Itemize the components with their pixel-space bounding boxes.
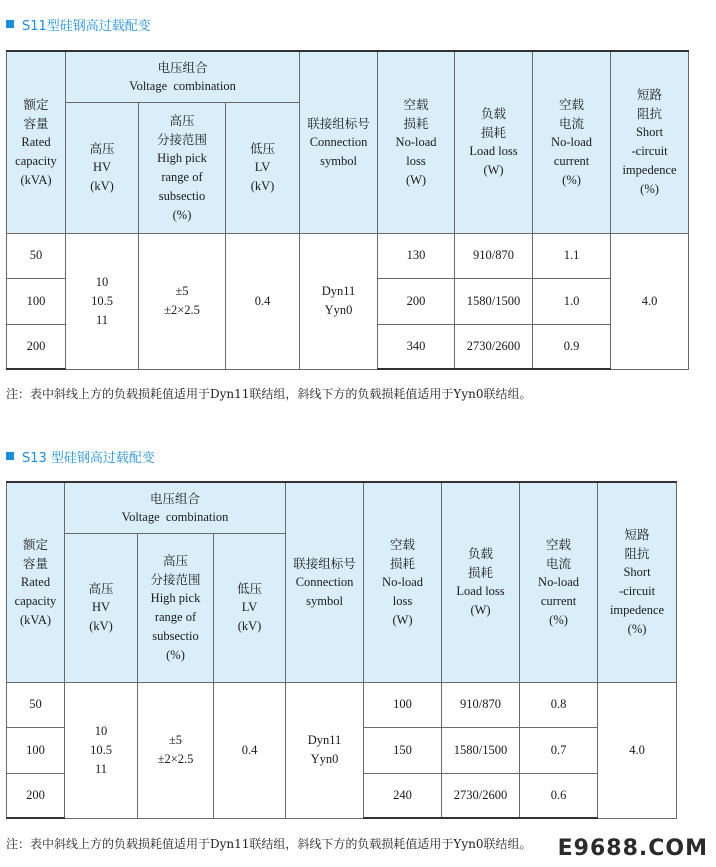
capacity-cell: 200 [7,324,66,369]
capacity-cell: 200 [7,773,65,818]
no-load-loss-cell: 130 [378,233,455,278]
lv-cell: 0.4 [214,682,286,818]
header-lv: 低压 LV (kV) [226,102,300,233]
header-voltage-combination: 电压组合 Voltage combination [66,51,300,102]
no-load-loss-cell: 340 [378,324,455,369]
tap-range-cell: ±5 ±2×2.5 [139,233,226,369]
header-impedance: 短路 阻抗 Short -circuit impedence (%) [598,482,677,682]
capacity-cell: 100 [7,278,66,324]
no-load-loss-cell: 200 [378,278,455,324]
s13-footnote: 注：表中斜线上方的负载损耗值适用于Dyn11联结组，斜线下方的负载损耗值适用于Yyn0联结组。 [6,837,532,851]
site-watermark: E9688.COM [557,836,708,861]
bullet-square-icon [6,20,14,28]
capacity-cell: 50 [7,682,65,727]
bullet-square-icon [6,452,14,460]
header-no-load-current: 空载 电流 No-load current (%) [533,51,611,233]
header-no-load-loss: 空载 损耗 No-load loss (W) [378,51,455,233]
no-load-current-cell: 1.0 [533,278,611,324]
load-loss-cell: 1580/1500 [455,278,533,324]
capacity-cell: 100 [7,727,65,773]
load-loss-cell: 1580/1500 [442,727,520,773]
load-loss-cell: 2730/2600 [455,324,533,369]
s11-title-text: S11型硅钢高过载配变 [22,18,151,34]
header-impedance: 短路 阻抗 Short -circuit impedence (%) [611,51,689,233]
header-load-loss: 负载 损耗 Load loss (W) [442,482,520,682]
s13-title-text: S13 型硅钢高过载配变 [22,450,155,466]
impedance-cell: 4.0 [598,682,677,818]
no-load-current-cell: 0.7 [520,727,598,773]
no-load-loss-cell: 100 [364,682,442,727]
s11-section-title [6,14,151,34]
header-rated-capacity: 额定 容量 Rated capacity (kVA) [7,482,65,682]
s11-footnote: 注：表中斜线上方的负载损耗值适用于Dyn11联结组，斜线下方的负载损耗值适用于Yyn0联结组。 [6,387,532,401]
load-loss-cell: 910/870 [442,682,520,727]
s11-spec-table [6,50,689,370]
load-loss-cell: 2730/2600 [442,773,520,818]
header-connection-symbol: 联接组标号 Connection symbol [286,482,364,682]
hv-cell: 10 10.5 11 [65,682,138,818]
table-row [7,682,677,727]
connection-cell: Dyn11 Yyn0 [286,682,364,818]
connection-cell: Dyn11 Yyn0 [300,233,378,369]
header-tap-range: 高压 分接范围 High pick range of subsectio (%) [138,533,214,682]
no-load-current-cell: 0.6 [520,773,598,818]
header-no-load-current: 空载 电流 No-load current (%) [520,482,598,682]
s13-spec-table [6,481,677,819]
header-tap-range: 高压 分接范围 High pick range of subsectio (%) [139,102,226,233]
no-load-current-cell: 1.1 [533,233,611,278]
tap-range-cell: ±5 ±2×2.5 [138,682,214,818]
table-row [7,233,689,278]
no-load-loss-cell: 150 [364,727,442,773]
no-load-loss-cell: 240 [364,773,442,818]
header-no-load-loss: 空载 损耗 No-load loss (W) [364,482,442,682]
header-lv: 低压 LV (kV) [214,533,286,682]
load-loss-cell: 910/870 [455,233,533,278]
capacity-cell: 50 [7,233,66,278]
no-load-current-cell: 0.9 [533,324,611,369]
header-rated-capacity: 额定 容量 Rated capacity (kVA) [7,51,66,233]
header-voltage-combination: 电压组合 Voltage combination [65,482,286,533]
hv-cell: 10 10.5 11 [66,233,139,369]
header-connection-symbol: 联接组标号 Connection symbol [300,51,378,233]
no-load-current-cell: 0.8 [520,682,598,727]
lv-cell: 0.4 [226,233,300,369]
header-hv: 高压 HV (kV) [66,102,139,233]
header-load-loss: 负载 损耗 Load loss (W) [455,51,533,233]
header-hv: 高压 HV (kV) [65,533,138,682]
impedance-cell: 4.0 [611,233,689,369]
s13-section-title [6,446,155,466]
